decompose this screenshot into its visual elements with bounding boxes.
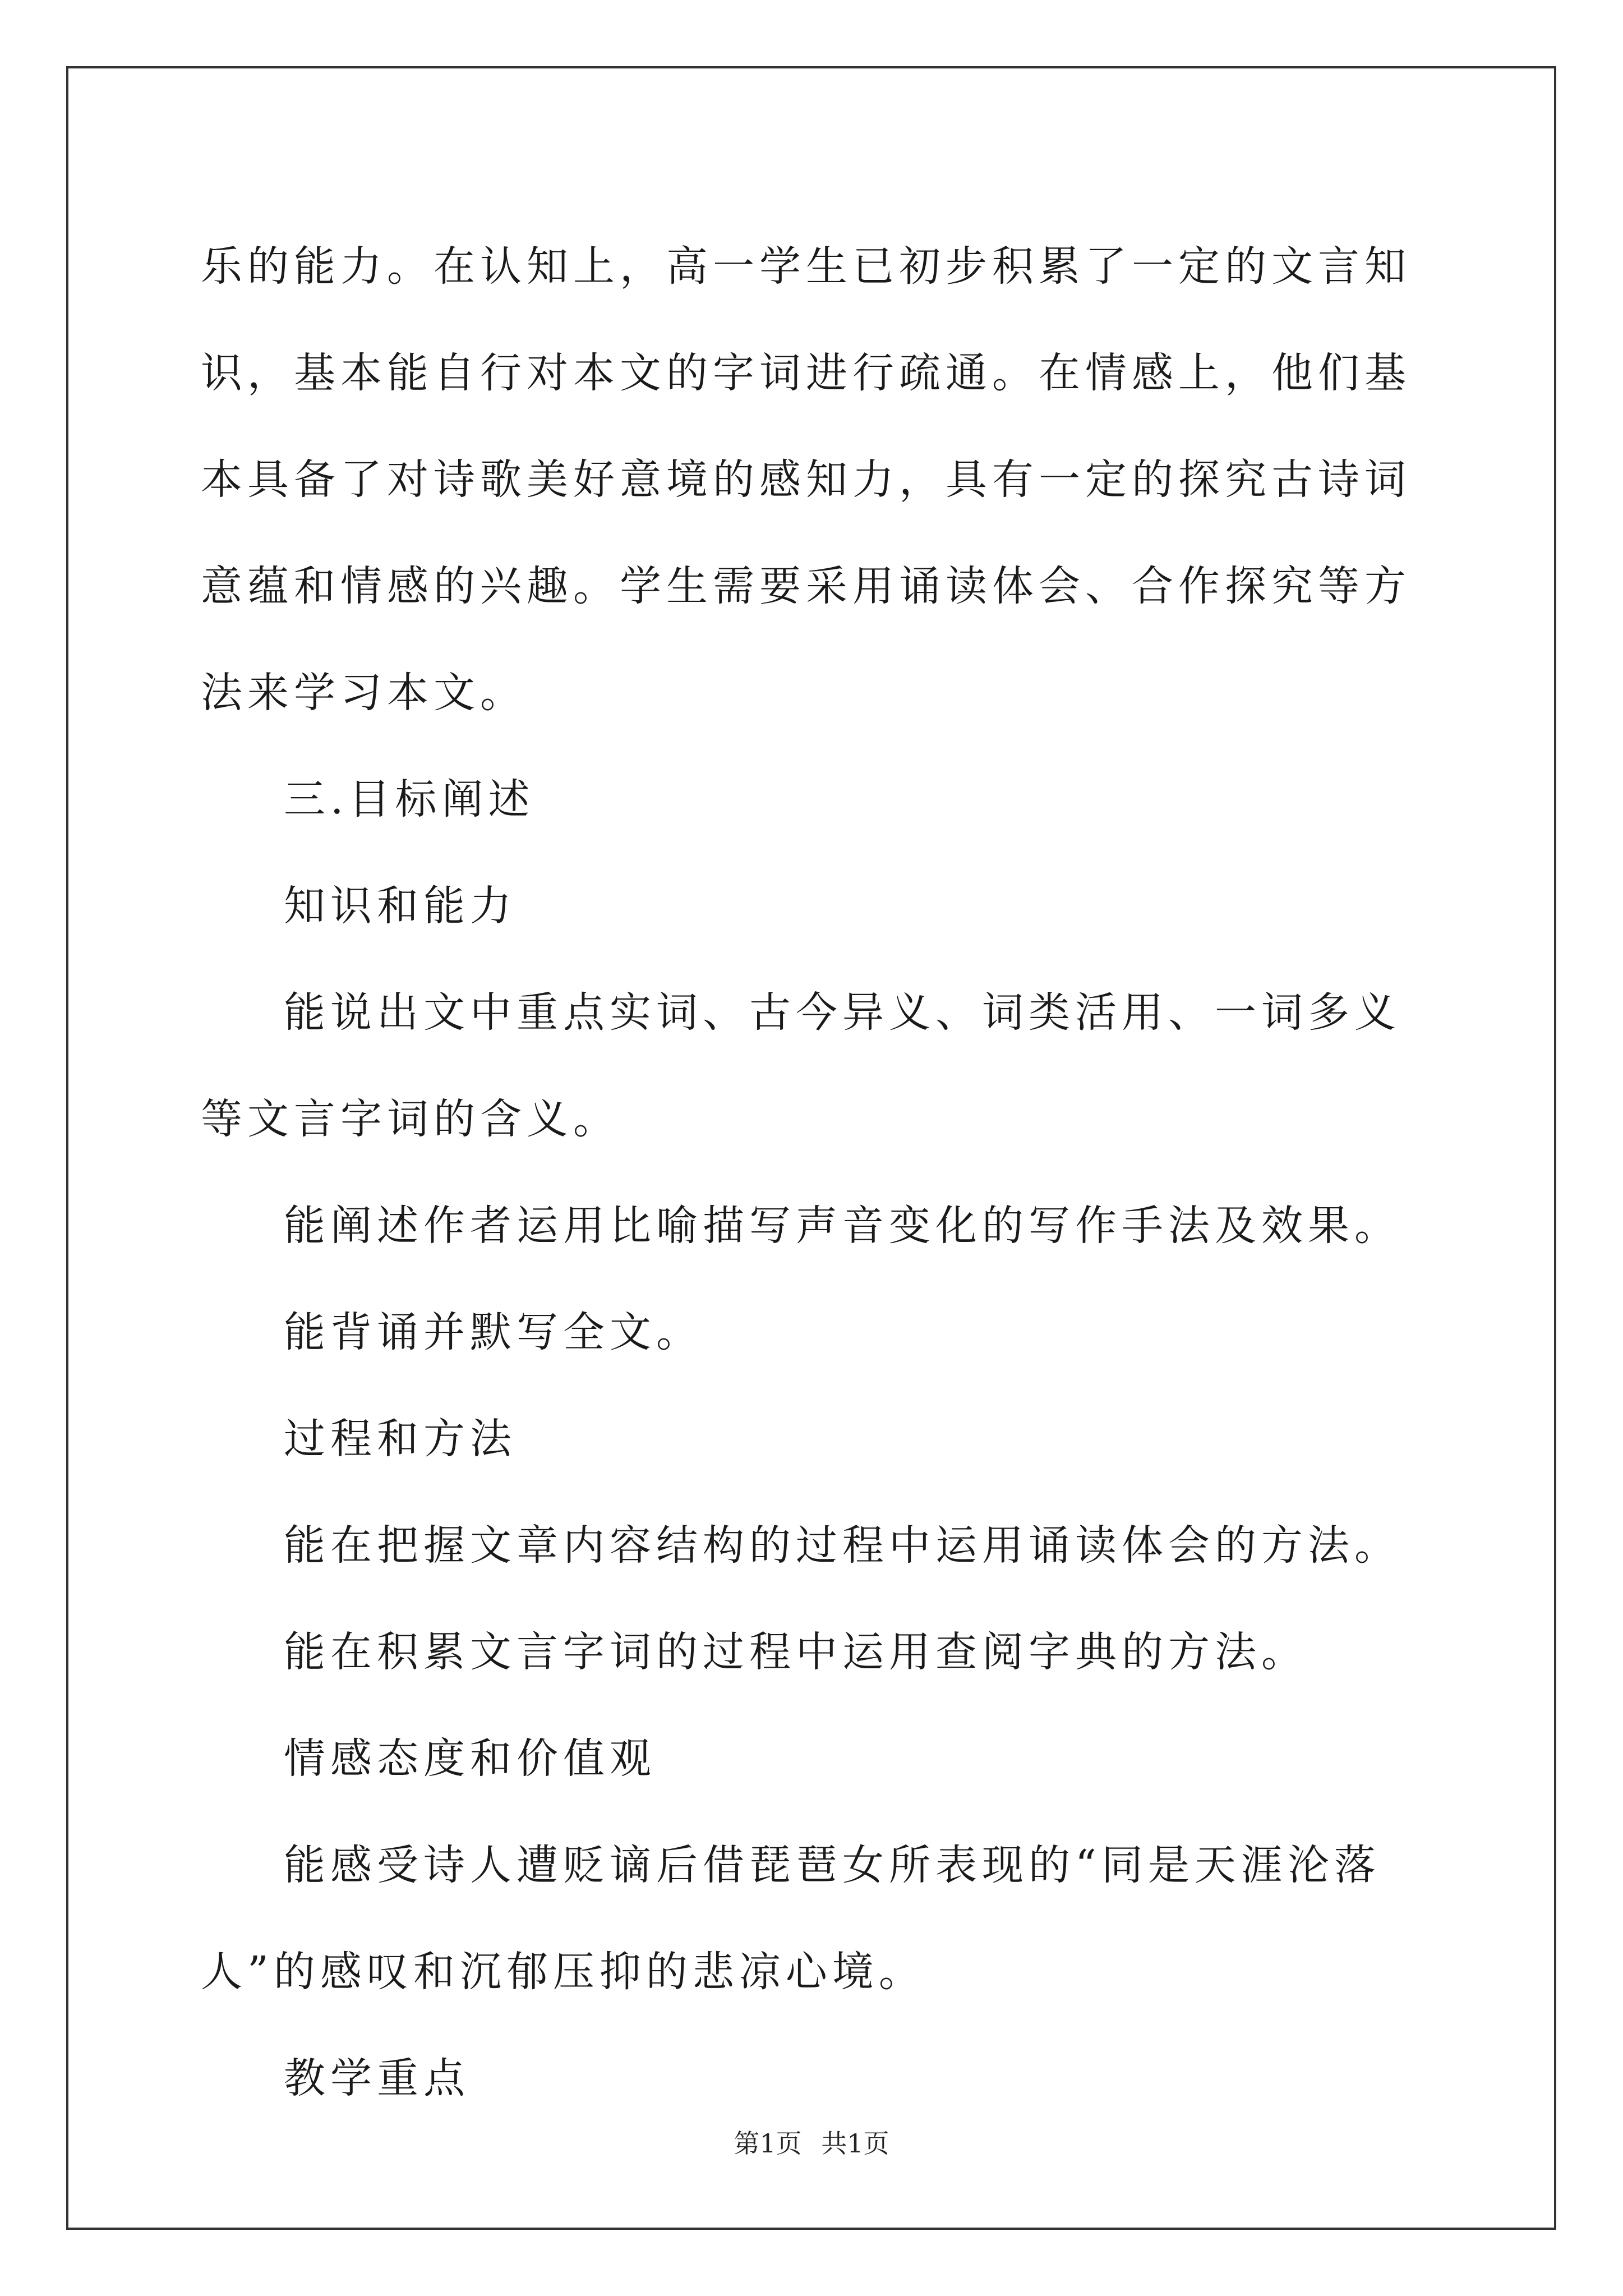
paragraph-process-1: 能在把握文章内容结构的过程中运用诵读体会的方法。 <box>284 1521 1401 1570</box>
subheading-emotion: 情感态度和价值观 <box>284 1734 656 1783</box>
page-number: 第1页 <box>734 2128 802 2159</box>
section-heading-goals: 三.目标阐述 <box>284 775 535 823</box>
page-total: 共1页 <box>821 2128 889 2159</box>
paragraph-knowledge-3: 能背诵并默写全文。 <box>284 1308 703 1356</box>
paragraph-knowledge-2: 能阐述作者运用比喻描写声音变化的写作手法及效果。 <box>284 1202 1401 1250</box>
paragraph-1: 乐的能力。在认知上，高一学生已初步积累了一定的文言知识，基本能自行对本文的字词进行疏通。在情感上，他们基本具备了对诗歌美好意境的感知力，具有一定的探究古诗词意蕴和情感的兴趣。学生需要采用诵读体会、合作探究等方法来学习本文。 <box>201 242 1411 717</box>
subheading-teaching-focus: 教学重点 <box>284 2054 470 2102</box>
paragraph-emotion-1: 能感受诗人遭贬谪后借琵琶女所表现的“同是天涯沦落人”的感叹和沉郁压抑的悲凉心境。 <box>201 1841 1381 1996</box>
paragraph-process-2: 能在积累文言字词的过程中运用查阅字典的方法。 <box>284 1628 1308 1676</box>
page-footer <box>0 2123 1623 2160</box>
subheading-knowledge: 知识和能力 <box>284 882 517 930</box>
paragraph-knowledge-1: 能说出文中重点实词、古今异义、词类活用、一词多义等文言字词的含义。 <box>201 988 1401 1143</box>
document-body <box>201 213 1429 2132</box>
subheading-process: 过程和方法 <box>284 1415 517 1463</box>
